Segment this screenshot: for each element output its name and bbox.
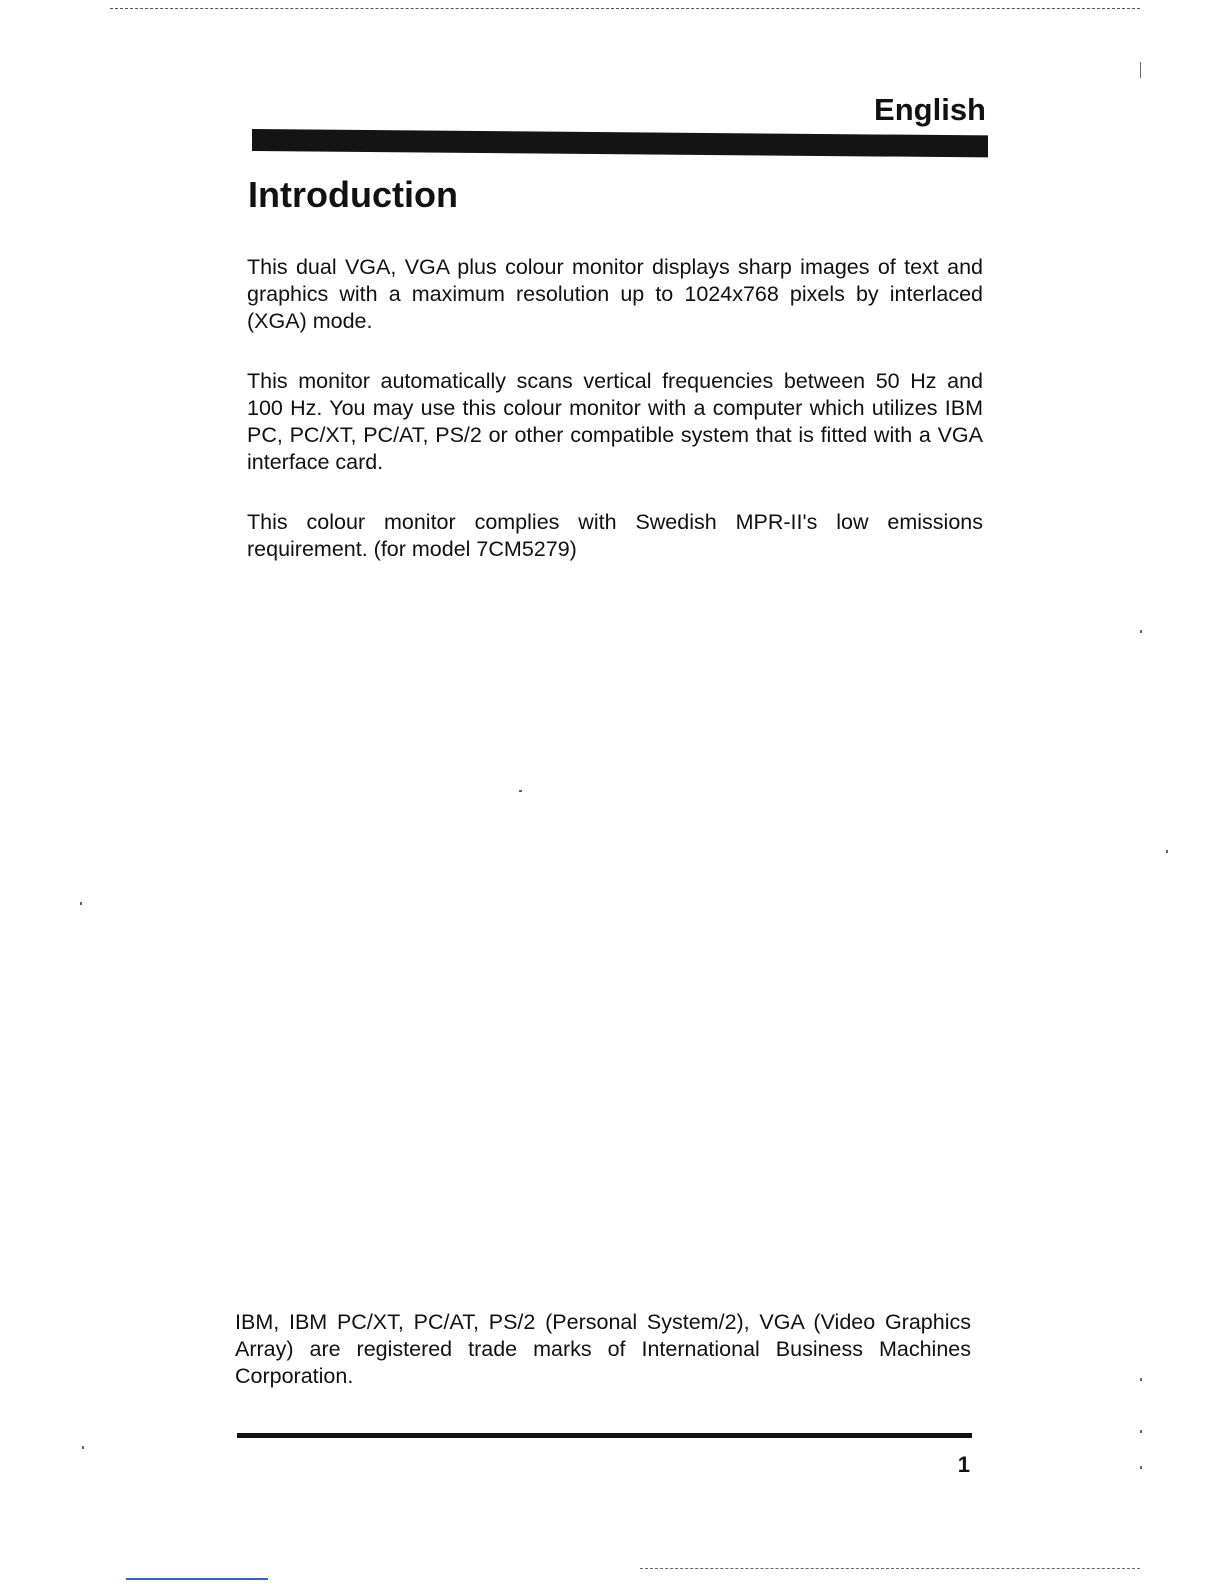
scan-speck	[82, 1446, 84, 1449]
scan-speck	[1140, 1378, 1142, 1381]
page-title: Introduction	[248, 174, 458, 215]
scan-speck	[1140, 62, 1141, 78]
body-paragraph-3: This colour monitor complies with Swedish MPR-II's low emissions requirement. (for model 7CM5279)	[247, 510, 983, 561]
footer-rule	[237, 1433, 972, 1438]
scan-speck	[1140, 1430, 1142, 1433]
scan-artifact-blue-line	[126, 1578, 268, 1580]
page-number: 1	[957, 1452, 970, 1477]
body-paragraph-1: This dual VGA, VGA plus colour monitor displays sharp images of text and graphics with a maximum resolution up to 1024x768 pixels by interlaced (XGA) mode.	[247, 255, 983, 333]
section-label: English	[874, 92, 986, 127]
header-rule	[252, 129, 988, 157]
scan-speck	[1140, 1466, 1142, 1469]
scan-artifact-top-line	[110, 8, 1140, 9]
trademark-note: IBM, IBM PC/XT, PC/AT, PS/2 (Personal System/2), VGA (Video Graphics Array) are registered trade marks of International Business Machines Corporation.	[235, 1310, 971, 1388]
scan-speck	[1140, 630, 1142, 633]
scan-speck	[1166, 850, 1168, 853]
scan-speck	[80, 902, 82, 905]
scan-speck	[519, 790, 522, 792]
scan-artifact-bottom-line	[640, 1568, 1140, 1569]
body-paragraph-2: This monitor automatically scans vertical frequencies between 50 Hz and 100 Hz. You may use this colour monitor with a computer which utilizes IBM PC, PC/XT, PC/AT, PS/2 or other compatible system that is fitted with a VGA interface card.	[247, 369, 983, 474]
